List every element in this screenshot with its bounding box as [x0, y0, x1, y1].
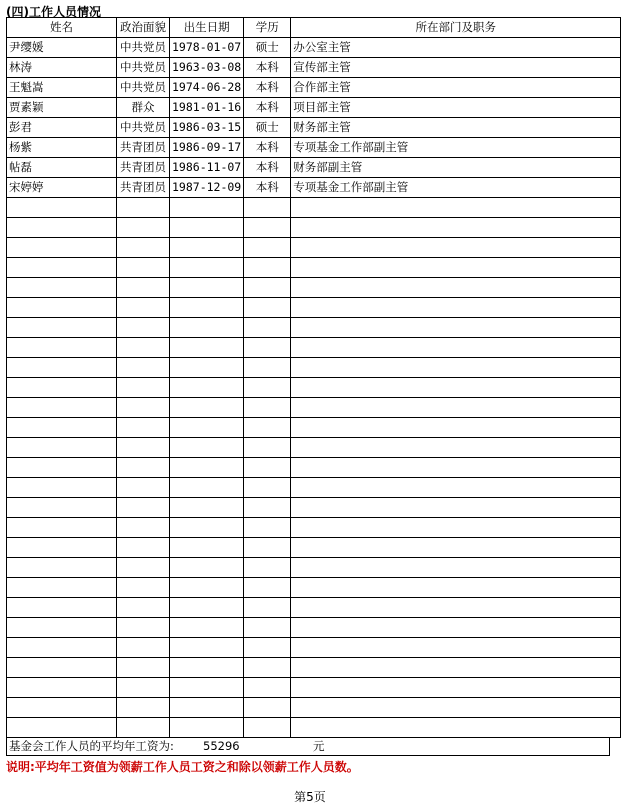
cell-department [291, 558, 621, 578]
cell-political [117, 498, 170, 518]
cell-name [7, 198, 117, 218]
table-row [7, 158, 621, 178]
table-row [7, 178, 621, 198]
cell-department [291, 538, 621, 558]
cell-department: 办公室主管 [291, 38, 621, 58]
cell-birth-date: 1963-03-08 [170, 58, 244, 78]
cell-political [117, 658, 170, 678]
cell-department [291, 598, 621, 618]
cell-political [117, 618, 170, 638]
cell-department [291, 418, 621, 438]
cell-birth-date [170, 478, 244, 498]
cell-department [291, 478, 621, 498]
cell-department: 财务部副主管 [291, 158, 621, 178]
cell-name [7, 518, 117, 538]
header-political: 政治面貌 [117, 18, 170, 38]
cell-education [244, 678, 291, 698]
cell-name [7, 538, 117, 558]
cell-education [244, 598, 291, 618]
cell-name [7, 478, 117, 498]
cell-education: 本科 [244, 158, 291, 178]
cell-birth-date [170, 218, 244, 238]
cell-name [7, 358, 117, 378]
table-row [7, 38, 621, 58]
cell-birth-date: 1981-01-16 [170, 98, 244, 118]
cell-name: 宋婷婷 [7, 178, 117, 198]
cell-education [244, 498, 291, 518]
empty-table-row [7, 718, 621, 738]
cell-political [117, 418, 170, 438]
cell-political [117, 398, 170, 418]
cell-department [291, 278, 621, 298]
cell-education [244, 518, 291, 538]
cell-birth-date [170, 598, 244, 618]
cell-birth-date: 1986-09-17 [170, 138, 244, 158]
empty-table-row [7, 518, 621, 538]
cell-name [7, 318, 117, 338]
cell-department [291, 498, 621, 518]
cell-political [117, 718, 170, 738]
cell-name: 尹缨媛 [7, 38, 117, 58]
average-salary-label: 基金会工作人员的平均年工资为: [9, 739, 174, 753]
cell-department [291, 698, 621, 718]
table-row [7, 78, 621, 98]
cell-education [244, 558, 291, 578]
cell-birth-date [170, 278, 244, 298]
cell-name [7, 558, 117, 578]
page-number: 第5页 [294, 790, 326, 804]
cell-political [117, 678, 170, 698]
cell-department [291, 198, 621, 218]
cell-political [117, 378, 170, 398]
cell-birth-date [170, 538, 244, 558]
cell-education [244, 658, 291, 678]
header-birth: 出生日期 [170, 18, 244, 38]
empty-table-row [7, 478, 621, 498]
explanation-note: 说明:平均年工资值为领薪工作人员工资之和除以领薪工作人员数。 [6, 760, 359, 774]
cell-birth-date [170, 698, 244, 718]
cell-birth-date [170, 318, 244, 338]
cell-department [291, 238, 621, 258]
cell-education: 本科 [244, 58, 291, 78]
cell-name: 杨紫 [7, 138, 117, 158]
cell-political: 中共党员 [117, 78, 170, 98]
cell-birth-date [170, 638, 244, 658]
empty-table-row [7, 618, 621, 638]
empty-table-row [7, 578, 621, 598]
cell-education: 硕士 [244, 38, 291, 58]
empty-table-row [7, 418, 621, 438]
cell-department [291, 298, 621, 318]
cell-political [117, 198, 170, 218]
cell-birth-date [170, 458, 244, 478]
cell-political [117, 478, 170, 498]
cell-name [7, 638, 117, 658]
cell-education: 本科 [244, 98, 291, 118]
cell-education [244, 618, 291, 638]
cell-birth-date [170, 498, 244, 518]
empty-table-row [7, 258, 621, 278]
cell-education [244, 318, 291, 338]
cell-birth-date [170, 298, 244, 318]
cell-birth-date [170, 518, 244, 538]
table-row [7, 138, 621, 158]
empty-table-row [7, 278, 621, 298]
cell-name [7, 378, 117, 398]
cell-birth-date: 1987-12-09 [170, 178, 244, 198]
cell-political [117, 578, 170, 598]
cell-education [244, 698, 291, 718]
empty-table-row [7, 398, 621, 418]
cell-political [117, 278, 170, 298]
cell-department: 专项基金工作部副主管 [291, 138, 621, 158]
table-row [7, 118, 621, 138]
cell-education [244, 218, 291, 238]
cell-birth-date [170, 198, 244, 218]
cell-department [291, 618, 621, 638]
table-row [7, 98, 621, 118]
cell-name [7, 698, 117, 718]
cell-department [291, 398, 621, 418]
cell-birth-date [170, 718, 244, 738]
cell-political [117, 318, 170, 338]
cell-political [117, 338, 170, 358]
average-salary-unit: 元 [313, 739, 325, 753]
cell-political [117, 638, 170, 658]
cell-birth-date: 1978-01-07 [170, 38, 244, 58]
cell-political [117, 558, 170, 578]
empty-table-row [7, 238, 621, 258]
cell-department [291, 518, 621, 538]
cell-education [244, 438, 291, 458]
cell-name [7, 578, 117, 598]
empty-table-row [7, 698, 621, 718]
cell-political: 中共党员 [117, 58, 170, 78]
cell-name [7, 658, 117, 678]
empty-table-row [7, 378, 621, 398]
cell-political: 中共党员 [117, 38, 170, 58]
cell-political [117, 438, 170, 458]
cell-political [117, 458, 170, 478]
cell-department [291, 318, 621, 338]
cell-department [291, 718, 621, 738]
cell-department [291, 638, 621, 658]
cell-department: 合作部主管 [291, 78, 621, 98]
cell-birth-date [170, 678, 244, 698]
cell-department [291, 658, 621, 678]
cell-department [291, 458, 621, 478]
empty-table-row [7, 318, 621, 338]
cell-birth-date: 1974-06-28 [170, 78, 244, 98]
cell-birth-date [170, 238, 244, 258]
cell-education [244, 298, 291, 318]
table-row [7, 58, 621, 78]
cell-name: 林涛 [7, 58, 117, 78]
cell-department: 项目部主管 [291, 98, 621, 118]
cell-birth-date [170, 338, 244, 358]
header-name: 姓名 [7, 18, 117, 38]
empty-table-row [7, 338, 621, 358]
empty-table-row [7, 658, 621, 678]
cell-department [291, 258, 621, 278]
cell-department: 财务部主管 [291, 118, 621, 138]
cell-birth-date [170, 358, 244, 378]
cell-birth-date [170, 558, 244, 578]
cell-department [291, 438, 621, 458]
cell-education [244, 358, 291, 378]
staff-table-body [7, 38, 621, 738]
empty-table-row [7, 198, 621, 218]
cell-education [244, 338, 291, 358]
cell-name [7, 458, 117, 478]
empty-table-row [7, 438, 621, 458]
cell-birth-date [170, 578, 244, 598]
header-row [7, 18, 621, 38]
header-education: 学历 [244, 18, 291, 38]
empty-table-row [7, 558, 621, 578]
cell-political [117, 298, 170, 318]
cell-education [244, 398, 291, 418]
cell-department [291, 338, 621, 358]
cell-department [291, 678, 621, 698]
empty-table-row [7, 598, 621, 618]
cell-name [7, 338, 117, 358]
cell-birth-date [170, 658, 244, 678]
empty-table-row [7, 358, 621, 378]
empty-table-row [7, 498, 621, 518]
cell-education [244, 418, 291, 438]
cell-name [7, 238, 117, 258]
cell-name [7, 598, 117, 618]
empty-table-row [7, 458, 621, 478]
cell-name [7, 398, 117, 418]
cell-birth-date: 1986-03-15 [170, 118, 244, 138]
cell-department: 宣传部主管 [291, 58, 621, 78]
cell-name: 贾素颖 [7, 98, 117, 118]
cell-education [244, 258, 291, 278]
cell-department [291, 578, 621, 598]
cell-education [244, 378, 291, 398]
cell-name: 王魁嵩 [7, 78, 117, 98]
cell-political: 共青团员 [117, 178, 170, 198]
cell-name [7, 258, 117, 278]
cell-department [291, 358, 621, 378]
cell-political: 中共党员 [117, 118, 170, 138]
cell-education [244, 578, 291, 598]
cell-birth-date [170, 618, 244, 638]
staff-table [6, 17, 621, 738]
section-title: (四)工作人员情况 [6, 5, 101, 19]
cell-name: 帖磊 [7, 158, 117, 178]
cell-education: 本科 [244, 78, 291, 98]
cell-department: 专项基金工作部副主管 [291, 178, 621, 198]
cell-name [7, 718, 117, 738]
cell-political: 群众 [117, 98, 170, 118]
cell-birth-date [170, 438, 244, 458]
cell-name [7, 278, 117, 298]
cell-name [7, 618, 117, 638]
empty-table-row [7, 638, 621, 658]
empty-table-row [7, 298, 621, 318]
cell-name [7, 678, 117, 698]
cell-education [244, 478, 291, 498]
cell-political [117, 598, 170, 618]
empty-table-row [7, 218, 621, 238]
cell-education [244, 538, 291, 558]
cell-birth-date [170, 258, 244, 278]
cell-political [117, 518, 170, 538]
cell-political [117, 358, 170, 378]
cell-education [244, 238, 291, 258]
cell-name [7, 498, 117, 518]
cell-political: 共青团员 [117, 158, 170, 178]
cell-education: 本科 [244, 178, 291, 198]
cell-education [244, 198, 291, 218]
cell-education [244, 458, 291, 478]
cell-birth-date [170, 418, 244, 438]
cell-political [117, 698, 170, 718]
cell-birth-date: 1986-11-07 [170, 158, 244, 178]
cell-political [117, 238, 170, 258]
cell-political: 共青团员 [117, 138, 170, 158]
cell-education: 硕士 [244, 118, 291, 138]
cell-education [244, 278, 291, 298]
cell-political [117, 538, 170, 558]
cell-education: 本科 [244, 138, 291, 158]
empty-table-row [7, 538, 621, 558]
cell-education [244, 718, 291, 738]
cell-birth-date [170, 398, 244, 418]
cell-education [244, 638, 291, 658]
average-salary-value: 55296 [203, 739, 240, 753]
cell-name [7, 438, 117, 458]
cell-name [7, 218, 117, 238]
empty-table-row [7, 678, 621, 698]
cell-department [291, 218, 621, 238]
average-salary-row [6, 737, 610, 756]
cell-political [117, 218, 170, 238]
cell-political [117, 258, 170, 278]
header-department: 所在部门及职务 [291, 18, 621, 38]
cell-name: 彭君 [7, 118, 117, 138]
cell-department [291, 378, 621, 398]
cell-birth-date [170, 378, 244, 398]
cell-name [7, 418, 117, 438]
cell-name [7, 298, 117, 318]
